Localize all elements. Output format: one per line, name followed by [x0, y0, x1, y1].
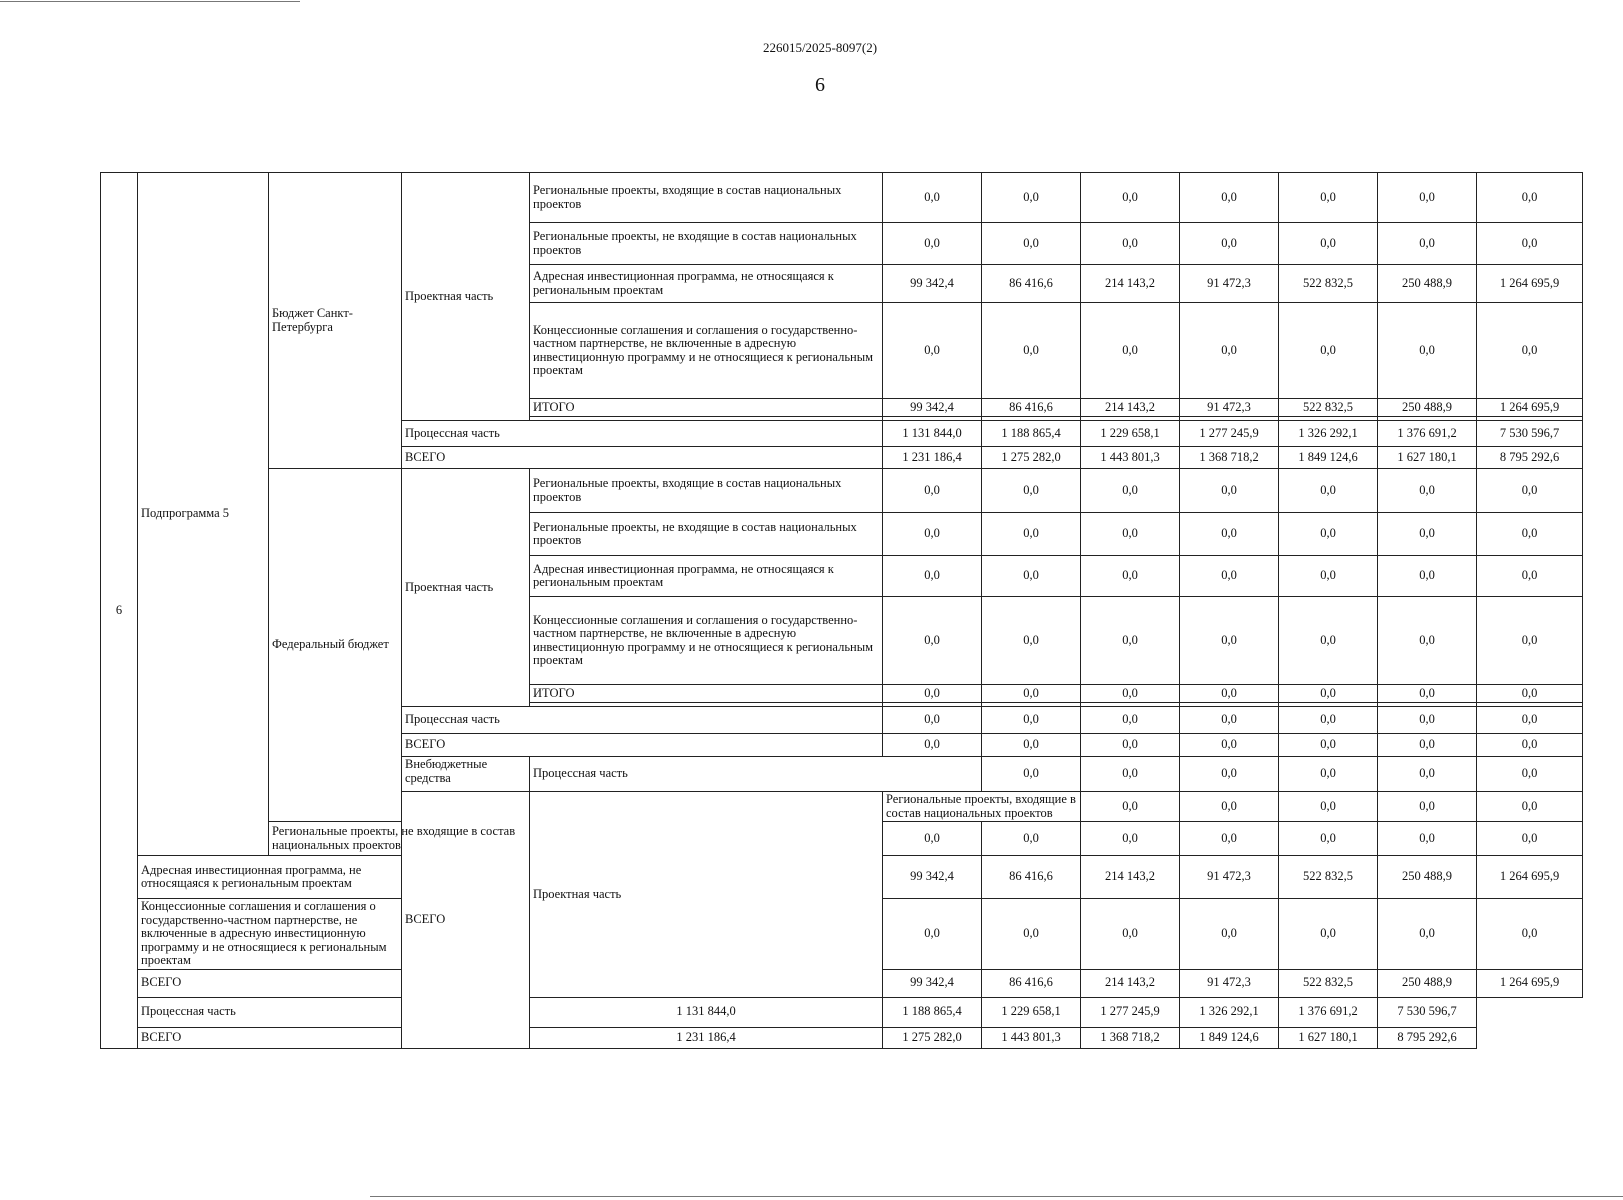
value-cell: 0,0: [982, 223, 1081, 265]
value-cell: 522 832,5: [1279, 265, 1378, 303]
value-cell: 0,0: [1378, 899, 1477, 970]
value-cell: 86 416,6: [982, 856, 1081, 899]
value-cell: 91 472,3: [1180, 856, 1279, 899]
value-cell: 91 472,3: [1180, 969, 1279, 997]
extrabudget-label: Внебюджетные средства: [402, 757, 530, 792]
process-part-label: Процессная часть: [530, 757, 982, 792]
value-cell: 0,0: [883, 707, 982, 734]
value-cell: 0,0: [982, 469, 1081, 513]
value-cell: 0,0: [883, 469, 982, 513]
scan-artifact-line: [0, 1, 300, 2]
regional-projects-in-label: Региональные проекты, входящие в состав национальных проектов: [883, 792, 1081, 822]
budget-table: [100, 172, 1583, 1049]
value-cell: 1 188 865,4: [982, 421, 1081, 447]
itogo-label: ИТОГО: [530, 685, 883, 703]
value-cell: 0,0: [1180, 513, 1279, 556]
value-cell: 7 530 596,7: [1378, 997, 1477, 1027]
value-cell: 0,0: [1477, 173, 1583, 223]
value-cell: 0,0: [982, 757, 1081, 792]
value-cell: 0,0: [1378, 707, 1477, 734]
value-cell: 0,0: [883, 173, 982, 223]
value-cell: 0,0: [1279, 223, 1378, 265]
value-cell: 0,0: [1477, 556, 1583, 597]
value-cell: 0,0: [1180, 223, 1279, 265]
value-cell: 1 376 691,2: [1279, 997, 1378, 1027]
table-row: [101, 469, 1583, 513]
value-cell: 1 849 124,6: [1279, 447, 1378, 469]
regional-projects-in-label: Региональные проекты, входящие в состав национальных проектов: [530, 469, 883, 513]
value-cell: 0,0: [1180, 757, 1279, 792]
regional-projects-out-label: Региональные проекты, не входящие в состав национальных проектов: [530, 513, 883, 556]
aip-label: Адресная инвестиционная программа, не относящаяся к региональным проектам: [530, 265, 883, 303]
value-cell: 0,0: [883, 513, 982, 556]
budget-spb-label: Бюджет Санкт-Петербурга: [269, 173, 402, 469]
value-cell: 0,0: [1081, 792, 1180, 822]
value-cell: 0,0: [982, 303, 1081, 399]
value-cell: 0,0: [982, 597, 1081, 685]
value-cell: 1 443 801,3: [1081, 447, 1180, 469]
aip-label: Адресная инвестиционная программа, не относящаяся к региональным проектам: [138, 856, 402, 899]
value-cell: 1 849 124,6: [1180, 1027, 1279, 1048]
value-cell: 1 376 691,2: [1378, 421, 1477, 447]
value-cell: 214 143,2: [1081, 265, 1180, 303]
value-cell: 1 443 801,3: [982, 1027, 1081, 1048]
value-cell: 0,0: [1081, 685, 1180, 703]
value-cell: 0,0: [982, 822, 1081, 856]
itogo-label: ИТОГО: [530, 399, 883, 417]
value-cell: 0,0: [1180, 303, 1279, 399]
value-cell: 0,0: [1081, 822, 1180, 856]
value-cell: 0,0: [883, 597, 982, 685]
regional-projects-out-label: Региональные проекты, не входящие в состав национальных проектов: [269, 822, 530, 856]
value-cell: 1 326 292,1: [1279, 421, 1378, 447]
project-part-label: Проектная часть: [402, 469, 530, 707]
value-cell: 250 488,9: [1378, 265, 1477, 303]
value-cell: 214 143,2: [1081, 399, 1180, 417]
value-cell: 0,0: [1378, 469, 1477, 513]
value-cell: 1 231 186,4: [883, 447, 982, 469]
value-cell: 522 832,5: [1279, 969, 1378, 997]
value-cell: 1 188 865,4: [883, 997, 982, 1027]
value-cell: 1 627 180,1: [1279, 1027, 1378, 1048]
value-cell: 1 264 695,9: [1477, 969, 1583, 997]
value-cell: 1 229 658,1: [982, 997, 1081, 1027]
value-cell: 1 275 282,0: [883, 1027, 982, 1048]
value-cell: 0,0: [1477, 822, 1583, 856]
value-cell: 1 229 658,1: [1081, 421, 1180, 447]
value-cell: 0,0: [1081, 556, 1180, 597]
value-cell: 0,0: [1378, 303, 1477, 399]
value-cell: 1 264 695,9: [1477, 399, 1583, 417]
value-cell: 0,0: [1378, 513, 1477, 556]
value-cell: 0,0: [1279, 734, 1378, 757]
value-cell: 0,0: [1279, 556, 1378, 597]
value-cell: 91 472,3: [1180, 265, 1279, 303]
value-cell: 1 264 695,9: [1477, 265, 1583, 303]
value-cell: 0,0: [1378, 792, 1477, 822]
value-cell: 0,0: [1279, 899, 1378, 970]
page-number: 6: [815, 74, 825, 96]
value-cell: 0,0: [1081, 899, 1180, 970]
value-cell: 1 275 282,0: [982, 447, 1081, 469]
value-cell: 0,0: [1180, 792, 1279, 822]
value-cell: 0,0: [883, 303, 982, 399]
process-part-label: Процессная часть: [138, 997, 530, 1027]
value-cell: 0,0: [883, 685, 982, 703]
value-cell: 0,0: [1378, 822, 1477, 856]
value-cell: 0,0: [1180, 707, 1279, 734]
table-row: [101, 997, 1583, 1027]
project-part-label: Проектная часть: [530, 792, 883, 998]
subprogram-label: Подпрограмма 5: [138, 173, 269, 856]
value-cell: 0,0: [1081, 757, 1180, 792]
value-cell: 86 416,6: [982, 265, 1081, 303]
value-cell: 0,0: [1081, 734, 1180, 757]
value-cell: 0,0: [1477, 597, 1583, 685]
value-cell: 0,0: [982, 685, 1081, 703]
scan-artifact-line: [370, 1196, 1623, 1197]
table-row: [101, 173, 1583, 223]
value-cell: 522 832,5: [1279, 399, 1378, 417]
value-cell: 0,0: [1081, 469, 1180, 513]
value-cell: 0,0: [1378, 223, 1477, 265]
value-cell: 0,0: [1378, 734, 1477, 757]
value-cell: 0,0: [1279, 685, 1378, 703]
value-cell: 0,0: [1378, 757, 1477, 792]
value-cell: 1 277 245,9: [1180, 421, 1279, 447]
value-cell: 0,0: [1378, 597, 1477, 685]
value-cell: 86 416,6: [982, 399, 1081, 417]
value-cell: 8 795 292,6: [1378, 1027, 1477, 1048]
value-cell: 1 131 844,0: [883, 421, 982, 447]
value-cell: 0,0: [1180, 597, 1279, 685]
value-cell: 0,0: [1180, 822, 1279, 856]
grand-total-label: ВСЕГО: [402, 792, 530, 1049]
value-cell: 0,0: [1279, 303, 1378, 399]
value-cell: 0,0: [1180, 899, 1279, 970]
value-cell: 0,0: [1477, 685, 1583, 703]
value-cell: 99 342,4: [883, 856, 982, 899]
value-cell: 0,0: [1279, 513, 1378, 556]
regional-projects-out-label: Региональные проекты, не входящие в состав национальных проектов: [530, 223, 883, 265]
value-cell: 91 472,3: [1180, 399, 1279, 417]
value-cell: 0,0: [1180, 685, 1279, 703]
value-cell: 0,0: [1378, 685, 1477, 703]
aip-label: Адресная инвестиционная программа, не относящаяся к региональным проектам: [530, 556, 883, 597]
row-number: 6: [101, 173, 138, 1049]
value-cell: 0,0: [1180, 556, 1279, 597]
value-cell: 0,0: [982, 734, 1081, 757]
value-cell: 0,0: [883, 223, 982, 265]
value-cell: 99 342,4: [883, 265, 982, 303]
value-cell: 0,0: [982, 899, 1081, 970]
value-cell: 0,0: [1279, 173, 1378, 223]
value-cell: 0,0: [1477, 513, 1583, 556]
concession-label: Концессионные соглашения и соглашения о государственно-частном партнерстве, не включенные в адресную инвестиционную программу и не относящиеся к региональным проектам: [530, 597, 883, 685]
vsego-label: ВСЕГО: [402, 447, 883, 469]
value-cell: 0,0: [1279, 597, 1378, 685]
concession-label: Концессионные соглашения и соглашения о государственно-частном партнерстве, не включенные в адресную инвестиционную программу и не относящиеся к региональным проектам: [138, 899, 402, 970]
value-cell: 0,0: [883, 734, 982, 757]
value-cell: 0,0: [982, 556, 1081, 597]
value-cell: 0,0: [982, 513, 1081, 556]
value-cell: 0,0: [1279, 822, 1378, 856]
value-cell: 0,0: [1180, 469, 1279, 513]
value-cell: 0,0: [1477, 899, 1583, 970]
value-cell: 214 143,2: [1081, 969, 1180, 997]
value-cell: 1 368 718,2: [1180, 447, 1279, 469]
value-cell: 0,0: [1477, 223, 1583, 265]
value-cell: 0,0: [1180, 173, 1279, 223]
vsego-label: ВСЕГО: [138, 1027, 530, 1048]
table-row: [101, 1027, 1583, 1048]
value-cell: 8 795 292,6: [1477, 447, 1583, 469]
value-cell: 1 277 245,9: [1081, 997, 1180, 1027]
value-cell: 0,0: [1378, 173, 1477, 223]
value-cell: 0,0: [1081, 173, 1180, 223]
federal-budget-label: Федеральный бюджет: [269, 469, 402, 822]
value-cell: 0,0: [1477, 469, 1583, 513]
value-cell: 0,0: [1279, 757, 1378, 792]
value-cell: 0,0: [982, 173, 1081, 223]
value-cell: 7 530 596,7: [1477, 421, 1583, 447]
process-part-label: Процессная часть: [402, 421, 883, 447]
value-cell: 1 368 718,2: [1081, 1027, 1180, 1048]
value-cell: 0,0: [1477, 792, 1583, 822]
value-cell: 99 342,4: [883, 399, 982, 417]
value-cell: 0,0: [1081, 223, 1180, 265]
value-cell: 0,0: [1279, 707, 1378, 734]
value-cell: 0,0: [883, 899, 982, 970]
value-cell: 0,0: [1279, 469, 1378, 513]
value-cell: 0,0: [1477, 303, 1583, 399]
value-cell: 0,0: [1081, 513, 1180, 556]
value-cell: 0,0: [883, 822, 982, 856]
value-cell: 1 627 180,1: [1378, 447, 1477, 469]
vsego-label: ВСЕГО: [402, 734, 883, 757]
value-cell: 86 416,6: [982, 969, 1081, 997]
value-cell: 0,0: [1378, 556, 1477, 597]
concession-label: Концессионные соглашения и соглашения о государственно-частном партнерстве, не включенные в адресную инвестиционную программу и не относящиеся к региональным проектам: [530, 303, 883, 399]
process-part-label: Процессная часть: [402, 707, 883, 734]
value-cell: 0,0: [1081, 597, 1180, 685]
regional-projects-in-label: Региональные проекты, входящие в состав национальных проектов: [530, 173, 883, 223]
value-cell: 250 488,9: [1378, 399, 1477, 417]
value-cell: 0,0: [1279, 792, 1378, 822]
project-part-label: Проектная часть: [402, 173, 530, 421]
vsego-label: ВСЕГО: [138, 969, 402, 997]
value-cell: 522 832,5: [1279, 856, 1378, 899]
value-cell: 214 143,2: [1081, 856, 1180, 899]
value-cell: 1 264 695,9: [1477, 856, 1583, 899]
value-cell: 250 488,9: [1378, 856, 1477, 899]
value-cell: 0,0: [982, 707, 1081, 734]
value-cell: 0,0: [883, 556, 982, 597]
value-cell: 0,0: [1477, 757, 1583, 792]
value-cell: 1 326 292,1: [1180, 997, 1279, 1027]
value-cell: 0,0: [1477, 734, 1583, 757]
value-cell: 1 131 844,0: [530, 997, 883, 1027]
value-cell: 0,0: [1180, 734, 1279, 757]
value-cell: 1 231 186,4: [530, 1027, 883, 1048]
document-number: 226015/2025-8097(2): [762, 40, 878, 55]
value-cell: 250 488,9: [1378, 969, 1477, 997]
value-cell: 0,0: [1081, 303, 1180, 399]
value-cell: 99 342,4: [883, 969, 982, 997]
value-cell: 0,0: [1081, 707, 1180, 734]
value-cell: 0,0: [1477, 707, 1583, 734]
